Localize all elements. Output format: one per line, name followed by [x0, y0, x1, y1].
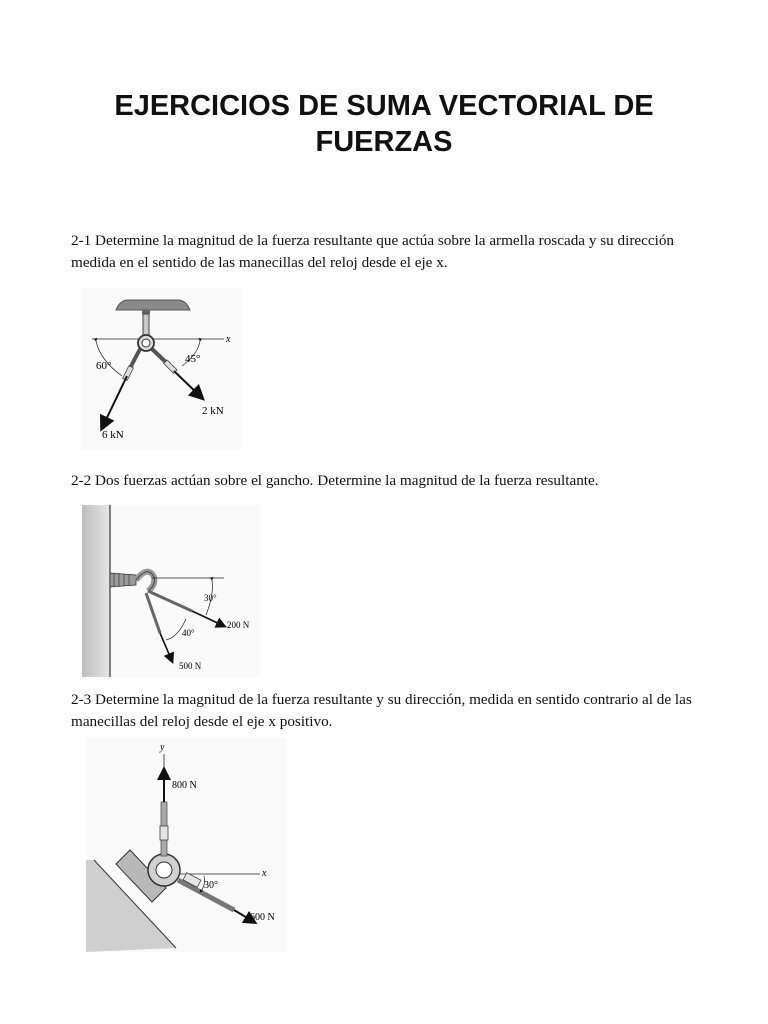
x-axis-label: x — [262, 868, 267, 879]
ceiling-support — [116, 300, 190, 310]
force-2kn-label: 2 kN — [202, 405, 224, 417]
problem-2-2-text: 2-2 Dos fuerzas actúan sobre el gancho. Determine la magnitud de la fuerza resultante. — [71, 472, 599, 489]
angle-40-label: 40° — [182, 628, 195, 638]
force-600n-label: 600 N — [250, 912, 275, 923]
x-axis-label: x — [226, 334, 231, 345]
angle-30-label: 30° — [204, 880, 218, 891]
eyebolt-shank — [143, 314, 149, 336]
angle-60-label: 60° — [96, 360, 112, 372]
wall — [82, 505, 110, 677]
page-title: EJERCICIOS DE SUMA VECTORIAL DE FUERZAS — [114, 90, 654, 158]
angle-30-label: 30° — [204, 593, 217, 603]
figure-2-3 — [86, 738, 286, 952]
figure-2-2 — [82, 505, 260, 677]
force-800n-label: 800 N — [172, 780, 197, 791]
y-axis-label: y — [160, 742, 165, 753]
figure-2-1 — [82, 288, 242, 450]
force-500n-label: 500 N — [179, 661, 202, 671]
force-6kn-label: 6 kN — [102, 429, 124, 441]
problem-2-1-text: 2-1 Determine la magnitud de la fuerza resultante que actúa sobre la armella roscada y su dirección medida en el sentido de las manecillas del reloj desde el eje x. — [71, 232, 675, 271]
force-200n-label: 200 N — [227, 620, 250, 630]
problem-2-3-text: 2-3 Determine la magnitud de la fuerza resultante y su dirección, medida en sentido contrario al de las manecillas del reloj desde el eje x positivo. — [71, 691, 692, 730]
angle-45-label: 45° — [185, 353, 201, 365]
